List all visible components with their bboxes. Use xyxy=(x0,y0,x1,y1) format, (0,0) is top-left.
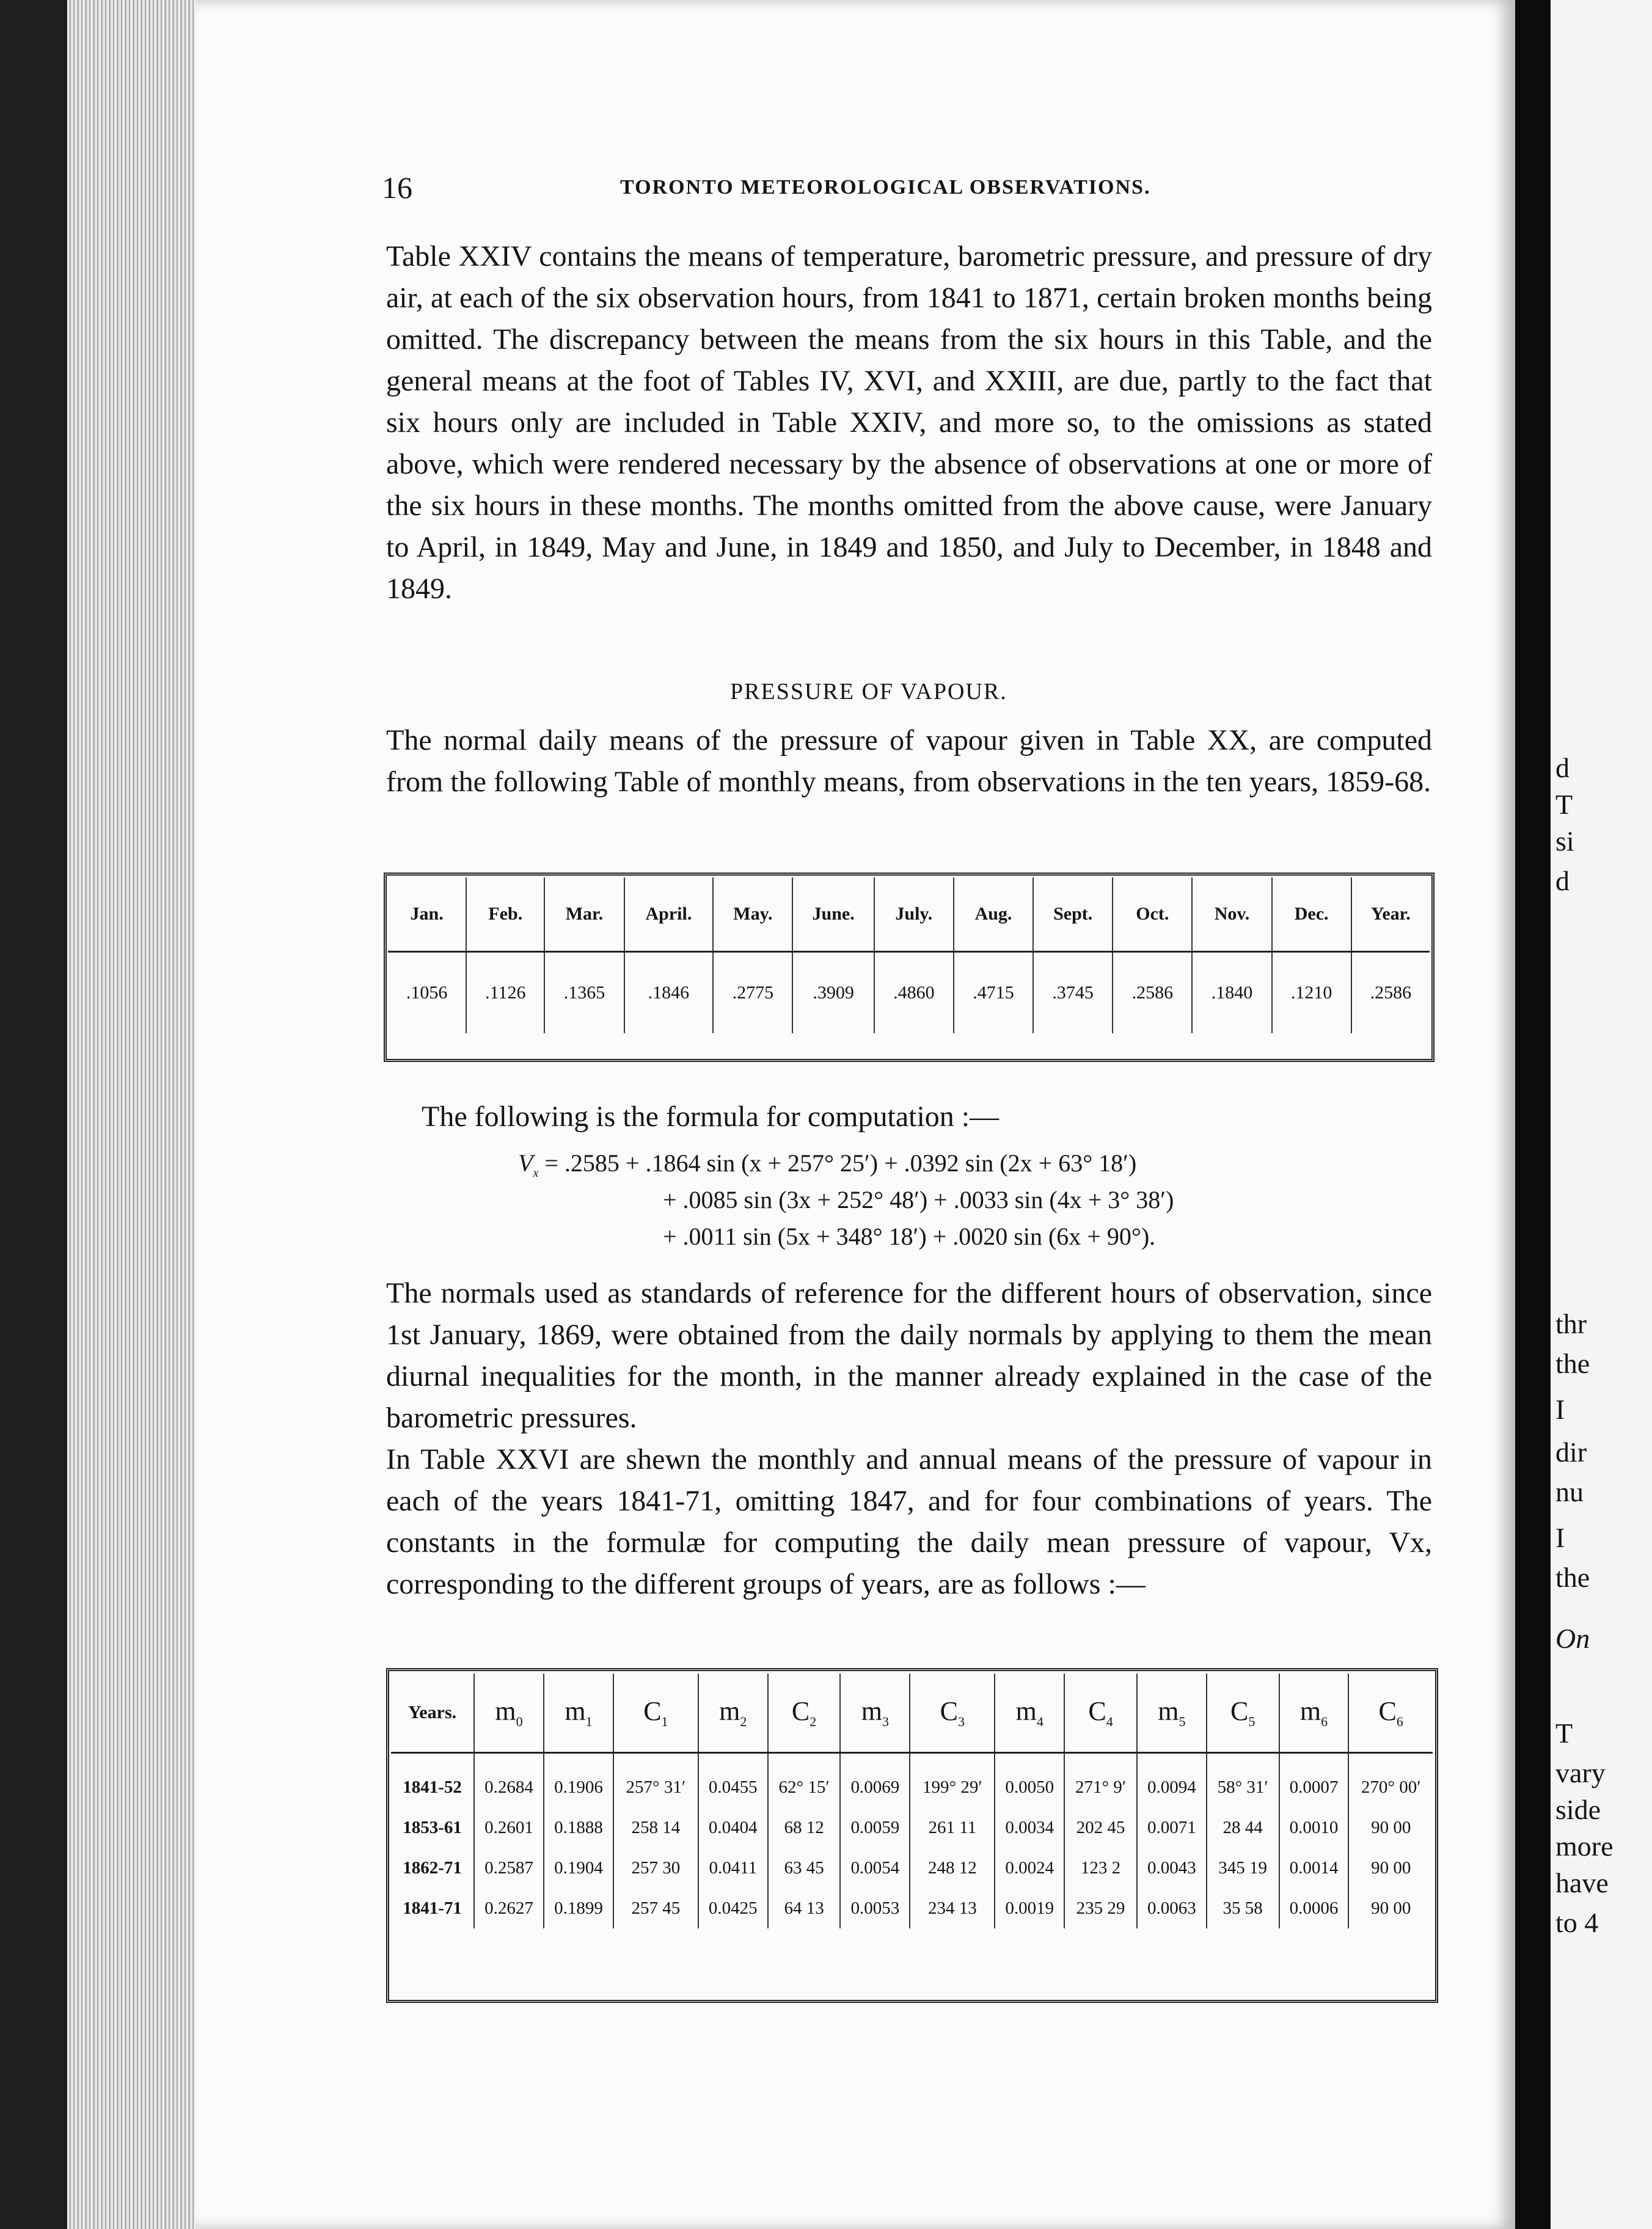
table-row xyxy=(391,1807,1433,1848)
table-row xyxy=(391,1848,1433,1888)
value-cell: 63 45 xyxy=(768,1848,841,1888)
value-cell: .1840 xyxy=(1192,952,1271,1034)
header-cell: $m_0$ xyxy=(474,1674,544,1753)
paragraph-table-xxvi: In Table XXVI are shewn the monthly and annual means of the pressure of vapour in each of the years 1841-71, omitting 1847, and for four combinations of years. The constants in the formulæ for computing the daily mean pressure of vapour, Vx, corresponding to the different groups of years, are as follows :— xyxy=(386,1443,1432,1600)
value-cell: 0.0425 xyxy=(698,1888,768,1928)
value-cell: 202 45 xyxy=(1064,1807,1137,1848)
value-cell: 0.0024 xyxy=(995,1848,1064,1888)
value-cell: 68 12 xyxy=(768,1807,841,1848)
header-cell: Feb. xyxy=(466,877,544,952)
value-cell: 248 12 xyxy=(910,1848,995,1888)
value-cell: 0.1899 xyxy=(544,1888,613,1928)
header-cell: Oct. xyxy=(1113,877,1192,952)
header-cell: $m_3$ xyxy=(840,1674,910,1753)
formula-line-1 xyxy=(518,1149,1136,1180)
header-cell: Nov. xyxy=(1192,877,1271,952)
value-cell: 28 44 xyxy=(1207,1807,1279,1848)
constants-header-row xyxy=(391,1674,1433,1753)
formula-lhs: V xyxy=(518,1149,533,1177)
fragment-text: T xyxy=(1555,1718,1573,1749)
header-cell: $m_4$ xyxy=(995,1674,1064,1753)
header-cell: Year. xyxy=(1351,877,1430,952)
fragment-text: I xyxy=(1555,1522,1565,1553)
value-cell: 234 13 xyxy=(910,1888,995,1928)
fragment-text: dir xyxy=(1555,1437,1587,1468)
paragraph-normals: The normals used as standards of reference for the different hours of observation, since 1st January, 1869, were obtained from the daily normals by applying to them the mean diurnal inequalities for the month, in the manner already explained in the case of the barometric pressures. xyxy=(386,1277,1432,1434)
fragment-text: d xyxy=(1555,752,1570,783)
value-cell: .2586 xyxy=(1351,952,1430,1034)
header-cell: Mar. xyxy=(544,877,624,952)
value-cell: 0.0014 xyxy=(1279,1848,1349,1888)
paragraph-normal-daily-means: The normal daily means of the pressure of vapour given in Table XX, are computed from the following Table of monthly means, from observations in the ten years, 1859-68. xyxy=(386,724,1432,798)
value-cell: 257 30 xyxy=(613,1848,698,1888)
header-cell: April. xyxy=(624,877,714,952)
value-cell: 235 29 xyxy=(1064,1888,1137,1928)
year-cell: 1841-71 xyxy=(403,1898,462,1918)
value-cell: 345 19 xyxy=(1207,1848,1279,1888)
fragment-text: I xyxy=(1555,1394,1565,1425)
book-gutter xyxy=(1515,0,1551,2229)
running-head xyxy=(382,170,1433,207)
fragment-text: thr xyxy=(1555,1308,1587,1339)
value-cell: 257° 31′ xyxy=(613,1753,698,1808)
value-cell: .4715 xyxy=(954,952,1033,1034)
value-cell: 0.2627 xyxy=(474,1888,544,1928)
value-cell: 0.0069 xyxy=(840,1753,910,1808)
header-cell: Aug. xyxy=(954,877,1033,952)
value-cell: 0.0010 xyxy=(1279,1807,1349,1848)
value-cell: 64 13 xyxy=(768,1888,841,1928)
value-cell: 62° 15′ xyxy=(768,1753,841,1808)
value-cell: 0.0034 xyxy=(995,1807,1064,1848)
value-cell: 90 00 xyxy=(1348,1807,1433,1848)
header-cell: June. xyxy=(792,877,874,952)
value-cell: 0.2684 xyxy=(474,1753,544,1808)
constants-table xyxy=(391,1674,1433,1928)
years-header: Years. xyxy=(391,1674,474,1753)
value-cell: 90 00 xyxy=(1348,1848,1433,1888)
value-cell: 0.0404 xyxy=(698,1807,768,1848)
formula-line-2: + .0085 sin (3x + 252° 48′) + .0033 sin (4x + 3° 38′) xyxy=(663,1186,1174,1213)
header-cell: $C_2$ xyxy=(768,1674,841,1753)
formula-intro: The following is the formula for computation :— xyxy=(422,1100,1000,1133)
formula-line-1-text: = .2585 + .1864 sin (x + 257° 25′) + .0392 sin (2x + 63° 18′) xyxy=(544,1149,1137,1177)
value-cell: 0.0063 xyxy=(1137,1888,1207,1928)
value-cell: 0.0007 xyxy=(1279,1753,1349,1808)
fragment-text: have xyxy=(1555,1867,1609,1898)
fragment-text: vary xyxy=(1555,1757,1606,1788)
value-cell: 0.0054 xyxy=(840,1848,910,1888)
value-cell: 0.0071 xyxy=(1137,1807,1207,1848)
value-cell: .2586 xyxy=(1113,952,1192,1034)
value-cell: 271° 9′ xyxy=(1064,1753,1137,1808)
value-cell: 0.0019 xyxy=(995,1888,1064,1928)
value-cell: .2775 xyxy=(713,952,792,1034)
formula-lhs-subscript: x xyxy=(533,1166,539,1180)
fragment-text: On xyxy=(1555,1623,1590,1654)
value-cell: .3909 xyxy=(792,952,874,1034)
header-cell: July. xyxy=(874,877,954,952)
value-cell: .1126 xyxy=(466,952,544,1034)
value-cell: 90 00 xyxy=(1348,1888,1433,1928)
value-cell: 0.0050 xyxy=(995,1753,1064,1808)
value-cell: 270° 00′ xyxy=(1348,1753,1433,1808)
fragment-text: side xyxy=(1555,1794,1601,1825)
header-cell: May. xyxy=(713,877,792,952)
fragment-text: T xyxy=(1555,789,1573,820)
value-cell: .4860 xyxy=(874,952,954,1034)
value-cell: .1846 xyxy=(624,952,714,1034)
value-cell: .1056 xyxy=(406,983,448,1003)
value-cell: .1365 xyxy=(544,952,624,1034)
value-cell: 0.1906 xyxy=(544,1753,613,1808)
header-cell: $m_6$ xyxy=(1279,1674,1349,1753)
value-cell: 0.0059 xyxy=(840,1807,910,1848)
header-cell: Dec. xyxy=(1272,877,1351,952)
running-title: TORONTO METEOROLOGICAL OBSERVATIONS. xyxy=(620,176,1151,199)
value-cell: 258 14 xyxy=(613,1807,698,1848)
value-cell: 35 58 xyxy=(1207,1888,1279,1928)
header-cell: $C_1$ xyxy=(613,1674,698,1753)
page-number: 16 xyxy=(382,170,412,205)
monthly-means-table xyxy=(388,877,1430,1033)
fragment-text: the xyxy=(1555,1562,1590,1593)
table-row xyxy=(391,1753,1433,1808)
monthly-values-row xyxy=(388,952,1430,1034)
header-cell: Sept. xyxy=(1033,877,1113,952)
formula-line-3: + .0011 sin (5x + 348° 18′) + .0020 sin (6x + 90°). xyxy=(663,1223,1156,1250)
value-cell: 0.2601 xyxy=(474,1807,544,1848)
value-cell: 257 45 xyxy=(613,1888,698,1928)
value-cell: .3745 xyxy=(1033,952,1113,1034)
value-cell: 0.0053 xyxy=(840,1888,910,1928)
value-cell: 123 2 xyxy=(1064,1848,1137,1888)
header-cell: $C_3$ xyxy=(910,1674,995,1753)
paragraph-table-xxiv: Table XXIV contains the means of temperature, barometric pressure, and pressure of dry air, at each of the six observation hours, from 1841 to 1871, certain broken months being omitted. The discrepancy between the means from the six hours in this Table, and the general means at the foot of Tables IV, XVI, and XXIII, are due, partly to the fact that six hours only are included in Table XXIV, and more so, to the omissions as stated above, which were rendered necessary by the absence of observations at one or more of the six hours in these months. The months omitted from the above cause, were January to April, in 1849, May and June, in 1849 and 1850, and July to December, in 1848 and 1849. xyxy=(386,240,1432,605)
value-cell: .1210 xyxy=(1272,952,1351,1034)
header-cell: $C_4$ xyxy=(1064,1674,1137,1753)
value-cell: 0.0043 xyxy=(1137,1848,1207,1888)
value-cell: 0.0455 xyxy=(698,1753,768,1808)
value-cell: 0.0006 xyxy=(1279,1888,1349,1928)
value-cell: 0.1904 xyxy=(544,1848,613,1888)
year-cell: 1862-71 xyxy=(403,1858,462,1878)
value-cell: 58° 31′ xyxy=(1207,1753,1279,1808)
value-cell: 0.0411 xyxy=(698,1848,768,1888)
header-cell: $m_2$ xyxy=(698,1674,768,1753)
monthly-header-row xyxy=(388,877,1430,952)
year-cell: 1841-52 xyxy=(403,1777,462,1797)
header-cell: $m_1$ xyxy=(544,1674,613,1753)
fragment-text: more xyxy=(1555,1831,1614,1862)
year-cell: 1853-61 xyxy=(403,1817,462,1837)
section-heading: PRESSURE OF VAPOUR. xyxy=(730,679,1007,705)
table-row xyxy=(391,1888,1433,1928)
value-cell: 199° 29′ xyxy=(910,1753,995,1808)
fragment-text: the xyxy=(1555,1348,1590,1379)
value-cell: 0.1888 xyxy=(544,1807,613,1848)
fragment-text: si xyxy=(1555,825,1574,857)
value-cell: 0.2587 xyxy=(474,1848,544,1888)
value-cell: 0.0094 xyxy=(1137,1753,1207,1808)
value-cell: 261 11 xyxy=(910,1807,995,1848)
adjacent-page-fragment xyxy=(1551,0,1652,2229)
header-cell: $C_5$ xyxy=(1207,1674,1279,1753)
header-cell: $C_6$ xyxy=(1348,1674,1433,1753)
header-cell: $m_5$ xyxy=(1137,1674,1207,1753)
fragment-text: d xyxy=(1555,865,1570,896)
fragment-text: to 4 xyxy=(1555,1907,1599,1938)
header-cell: Jan. xyxy=(388,877,466,952)
book-page-edges xyxy=(67,0,196,2229)
fragment-text: nu xyxy=(1555,1476,1584,1507)
